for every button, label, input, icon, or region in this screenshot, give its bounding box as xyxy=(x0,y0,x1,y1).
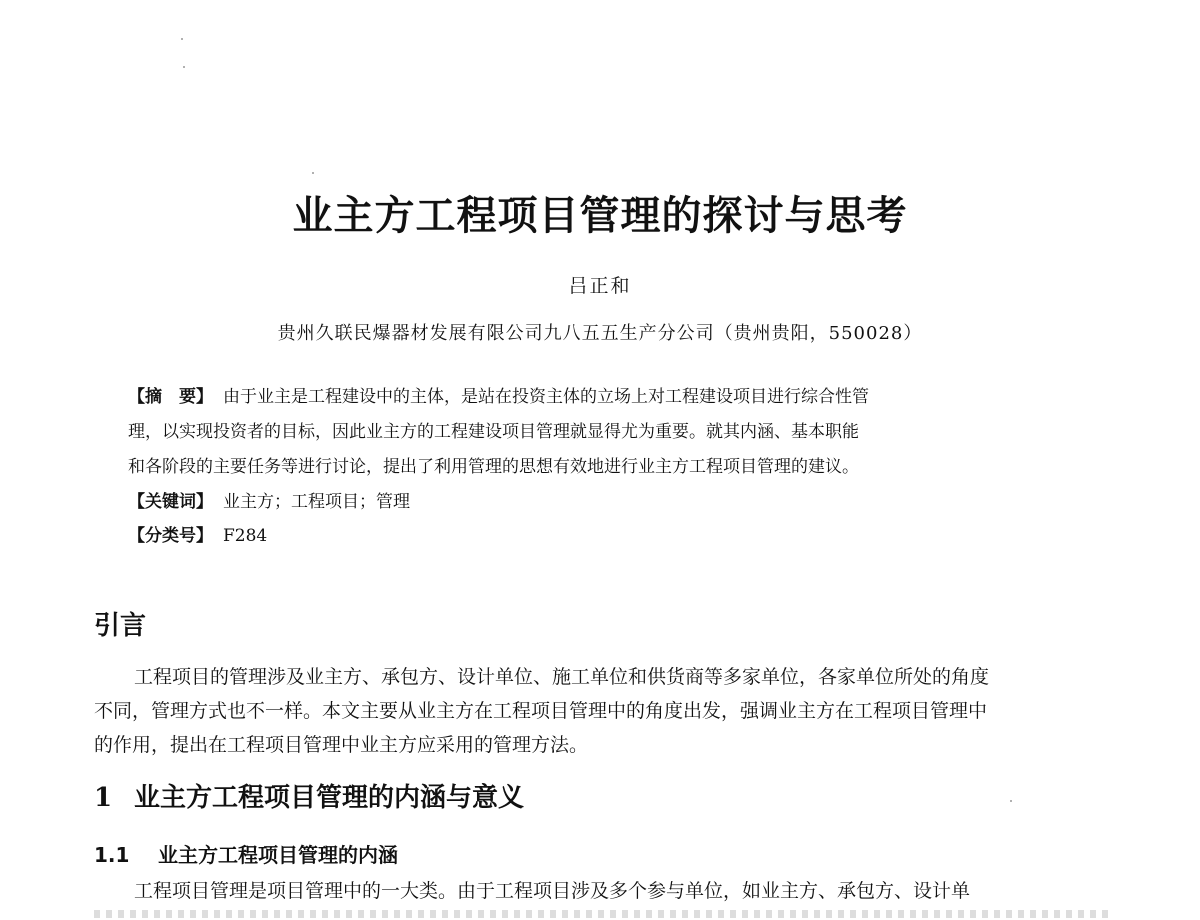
intro-paragraph-line: 工程项目的管理涉及业主方、承包方、设计单位、施工单位和供货商等多家单位，各家单位所处的角度 xyxy=(134,666,990,688)
intro-paragraph-line: 不同，管理方式也不一样。本文主要从业主方在工程项目管理中的角度出发，强调业主方在工程项目管理中 xyxy=(94,700,988,722)
paper-title: 业主方工程项目管理的探讨与思考 xyxy=(292,192,908,239)
section-1-1-paragraph-line: 工程项目管理是项目管理中的一大类。由于工程项目涉及多个参与单位，如业主方、承包方、设计单 xyxy=(134,880,971,902)
paper-affiliation: 贵州久联民爆器材发展有限公司九八五五生产分公司（贵州贵阳，550028） xyxy=(277,323,923,344)
scan-speck xyxy=(183,66,185,68)
section-1-1-heading xyxy=(94,840,398,870)
scan-speck xyxy=(181,38,183,40)
section-1-heading xyxy=(94,780,524,816)
scan-speck xyxy=(1010,800,1012,802)
section-1-1-title: 业主方工程项目管理的内涵 xyxy=(158,843,398,867)
abstract-line: 和各阶段的主要任务等进行讨论，提出了利用管理的思想有效地进行业主方工程项目管理的建议。 xyxy=(128,457,859,477)
classification-line xyxy=(128,523,1088,549)
classification-value: F284 xyxy=(223,526,268,546)
keywords-line xyxy=(128,489,1088,515)
intro-heading: 引言 xyxy=(94,611,147,641)
classification-label: 【分类号】 xyxy=(128,526,213,546)
scan-speck xyxy=(312,172,314,174)
cut-off-text-line xyxy=(94,910,1114,918)
section-1-number: 1 xyxy=(94,783,113,813)
keywords-value: 业主方；工程项目；管理 xyxy=(223,492,410,512)
section-1-1-number: 1.1 xyxy=(94,843,130,867)
keywords-label: 【关键词】 xyxy=(128,492,213,512)
abstract-line xyxy=(128,384,1088,410)
paper-author: 吕正和 xyxy=(568,275,632,297)
intro-paragraph-line: 的作用，提出在工程项目管理中业主方应采用的管理方法。 xyxy=(94,734,589,756)
section-1-title: 业主方工程项目管理的内涵与意义 xyxy=(134,783,525,813)
abstract-label: 【摘 要】 xyxy=(128,387,213,407)
abstract-line: 理，以实现投资者的目标，因此业主方的工程建设项目管理就显得尤为重要。就其内涵、基本职能 xyxy=(128,422,859,442)
abstract-text: 由于业主是工程建设中的主体，是站在投资主体的立场上对工程建设项目进行综合性管 xyxy=(223,387,869,407)
